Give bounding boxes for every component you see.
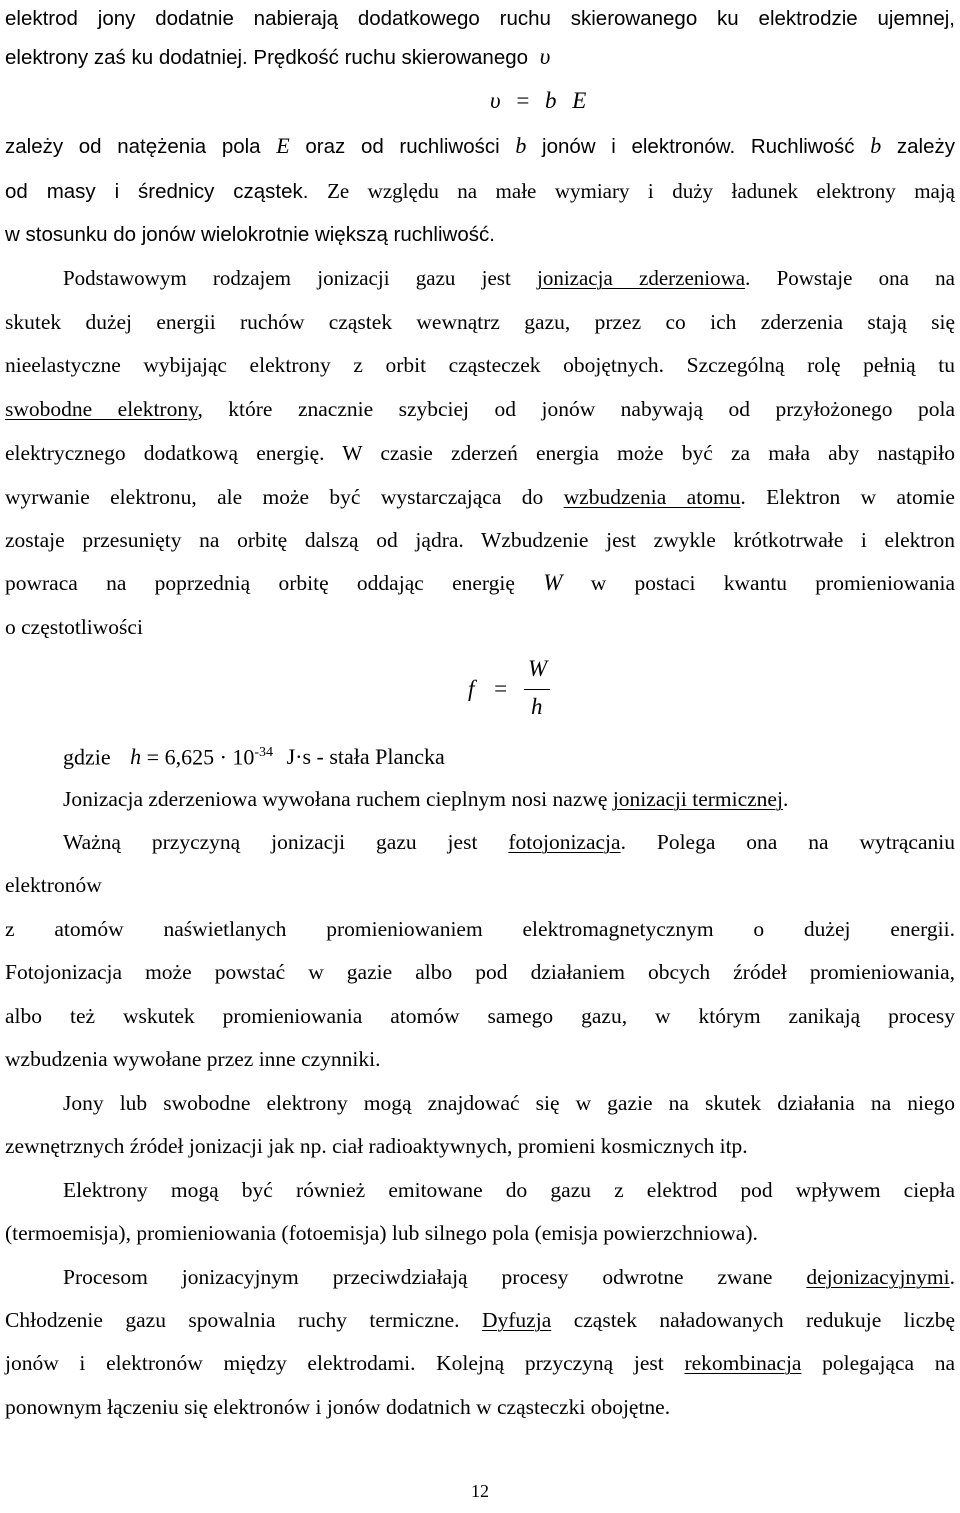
eq-sign: = <box>494 676 508 701</box>
text-line <box>5 178 955 205</box>
symbol-W: W <box>543 570 563 595</box>
text-line <box>5 309 955 335</box>
text-segment: o częstotliwości <box>5 615 143 639</box>
text-line <box>5 570 955 596</box>
text-segment: zewnętrznych źródeł jonizacji jak np. ciał radioaktywnych, promieni kosmicznych itp. <box>5 1134 748 1158</box>
text-segment: Fotojonizacja może powstać w gazie albo pod działaniem obcych źródeł promieniowania, <box>5 960 955 984</box>
text-segment: skutek dużej energii ruchów cząstek wewnątrz gazu, przez co ich zderzenia stają się <box>5 310 955 334</box>
text-segment: w stosunku do jonów wielokrotnie większą ruchliwość. <box>5 223 495 246</box>
text-segment: (termoemisja), promieniowania (fotoemisja) lub silnego pola (emisja powierzchniowa). <box>5 1221 758 1245</box>
term-underlined: Dyfuzja <box>482 1308 552 1332</box>
text-line <box>5 1003 955 1029</box>
text-line <box>5 872 955 898</box>
text-line <box>5 1220 955 1246</box>
text-line <box>63 829 955 855</box>
text-segment: powraca na poprzednią orbitę oddając energię <box>5 571 515 595</box>
term-underlined: swobodne elektrony <box>5 397 198 421</box>
text-line <box>63 265 955 291</box>
text-line <box>5 440 955 466</box>
term-underlined: rekombinacja <box>684 1351 802 1375</box>
text-segment: w postaci kwantu promieniowania <box>590 571 955 595</box>
text-segment: . <box>782 787 789 811</box>
text-line <box>5 1350 955 1376</box>
text-line <box>5 6 955 32</box>
text-segment: Jony lub swobodne elektrony mogą znajdować się w gazie na skutek działania na niego <box>63 1091 955 1115</box>
text-segment: = 6,625 · 10 <box>146 744 255 770</box>
exponent: -34 <box>254 745 274 760</box>
text-line <box>5 133 955 160</box>
text-line <box>5 1133 955 1159</box>
text-line <box>63 1264 955 1290</box>
text-segment: J·s - stała Plancka <box>286 744 445 770</box>
term-underlined: dejonizacyjnymi <box>806 1265 950 1289</box>
text-segment: polegająca na <box>822 1351 956 1375</box>
eq-symbol: h <box>531 694 543 719</box>
symbol-v: υ <box>539 44 551 69</box>
text-segment: wyrwanie elektronu, ale może być wystarczająca do <box>5 485 544 509</box>
text-segment: jonów i elektronów między elektrodami. Kolejną przyczyną jest <box>5 1351 664 1375</box>
text-line <box>5 1046 955 1072</box>
page-number: 12 <box>471 1481 489 1501</box>
text-segment: z atomów naświetlanych promieniowaniem elektromagnetycznym o dużej energii. <box>5 917 955 941</box>
text-segment: wzbudzenia wywołane przez inne czynniki. <box>5 1047 381 1071</box>
eq-symbol: υ <box>490 88 501 113</box>
eq-denominator <box>531 694 543 720</box>
text-segment: elektrod jony dodatnie nabierają dodatkowego ruchu skierowanego ku elektrodzie ujemnej, <box>5 7 955 30</box>
text-line <box>5 1307 955 1333</box>
text-segment: . Polega ona na wytrącaniu <box>620 830 955 854</box>
equation-frequency-lhs <box>468 676 507 702</box>
text-line <box>5 484 955 510</box>
eq-symbol: W <box>528 656 548 681</box>
text-line <box>63 786 955 812</box>
text-line <box>5 614 955 640</box>
text-line <box>5 222 955 248</box>
text-segment: . Elektron w atomie <box>740 485 955 509</box>
text-segment: Podstawowym rodzajem jonizacji gazu jest <box>63 266 511 290</box>
term-underlined: wzbudzenia atomu <box>563 485 741 509</box>
text-segment: Ważną przyczyną jonizacji gazu jest <box>63 830 478 854</box>
text-segment: Ze względu na małe wymiary i duży ładunek elektrony mają <box>327 179 956 203</box>
text-segment: zależy <box>896 135 955 158</box>
text-segment: , które znacznie szybciej od jonów nabywają od przyłożonego pola <box>197 397 955 421</box>
text-segment: zostaje przesunięty na orbitę dalszą od jądra. Wzbudzenie jest zwykle krótkotrwałe i elektron <box>5 528 955 552</box>
text-segment: nieelastyczne wybijając elektrony z orbit cząsteczek obojętnych. Szczególną rolę pełnią tu <box>5 353 955 377</box>
text-line <box>5 352 955 378</box>
equation-velocity <box>490 88 586 114</box>
text-segment: Procesom jonizacyjnym przeciwdziałają procesy odwrotne zwane <box>63 1265 773 1289</box>
fraction-bar <box>524 689 550 690</box>
text-segment: albo też wskutek promieniowania atomów samego gazu, w którym zanikają procesy <box>5 1004 955 1028</box>
text-line <box>63 1090 955 1116</box>
eq-numerator <box>528 656 547 682</box>
text-line <box>5 44 955 71</box>
text-segment: Chłodzenie gazu spowalnia ruchy termiczne. <box>5 1308 460 1332</box>
symbol-E: E <box>276 133 290 158</box>
text-segment: . Powstaje ona na <box>745 266 955 290</box>
eq-symbol: b <box>545 88 557 113</box>
text-segment: elektronów <box>5 873 102 897</box>
term-underlined: jonizacji termicznej <box>612 787 783 811</box>
symbol-h: h <box>130 744 142 770</box>
eq-symbol: f <box>468 676 475 701</box>
text-line <box>63 1177 955 1203</box>
text-segment: Elektrony mogą być również emitowane do gazu z elektrod pod wpływem ciepła <box>63 1178 955 1202</box>
eq-symbol: E <box>572 88 587 113</box>
text-line <box>5 1394 955 1420</box>
text-segment: oraz od ruchliwości <box>305 135 500 158</box>
symbol-b: b <box>515 133 527 158</box>
text-segment: ponownym łączeniu się elektronów i jonów dodatnich w cząsteczki obojętne. <box>5 1395 671 1419</box>
text-segment: Jonizacja zderzeniowa wywołana ruchem cieplnym nosi nazwę <box>63 787 608 811</box>
term-underlined: jonizacja zderzeniowa <box>537 266 746 290</box>
text-segment: jonów i elektronów. Ruchliwość <box>542 135 855 158</box>
text-segment: od masy i średnicy cząstek. <box>5 180 309 203</box>
text-segment: elektrony zaś ku dodatniej. Prędkość ruchu skierowanego <box>5 46 529 69</box>
eq-sign: = <box>516 88 530 113</box>
symbol-b: b <box>870 133 882 158</box>
text-line <box>5 396 955 422</box>
text-segment: gdzie <box>63 744 111 770</box>
text-segment: zależy od natężenia pola <box>5 135 261 158</box>
term-underlined: fotojonizacja <box>508 830 621 854</box>
text-segment: cząstek naładowanych redukuje liczbę <box>573 1308 956 1332</box>
text-segment: elektrycznego dodatkową energię. W czasie zderzeń energia może być za mała aby nastąpiło <box>5 441 955 465</box>
text-line <box>5 916 955 942</box>
text-line <box>5 527 955 553</box>
text-segment: . <box>949 1265 956 1289</box>
planck-line <box>63 740 955 770</box>
text-line <box>5 959 955 985</box>
